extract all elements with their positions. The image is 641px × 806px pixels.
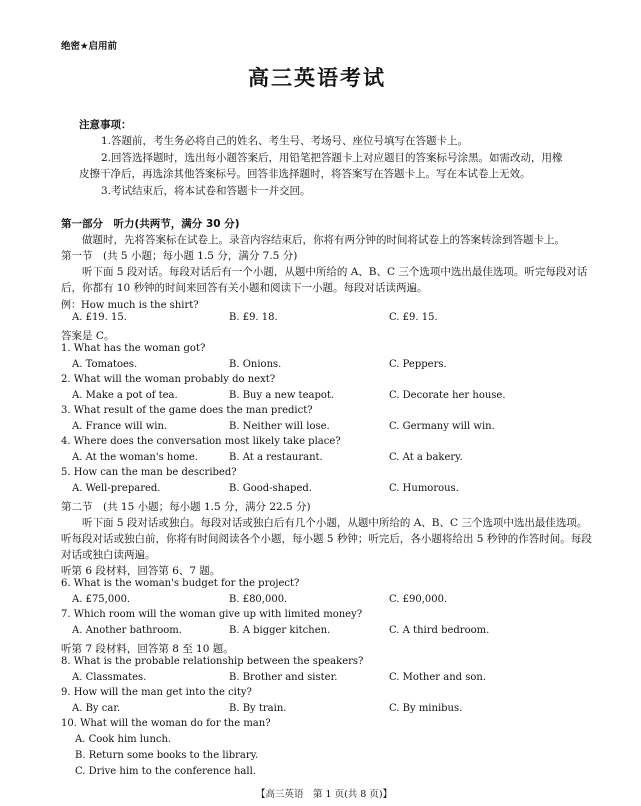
question-6-option-c: C. £90,000. [389,594,448,605]
question-8: 8. What is the probable relationship between the speakers? [61,656,364,667]
question-5-option-c: C. Humorous. [389,483,459,494]
material-6-heading: 听第 6 段材料，回答第 6、7 题。 [61,565,221,577]
question-10-option-a: A. Cook him lunch. [75,734,172,745]
question-1-option-b: B. Onions. [229,359,282,370]
section1-instruction-1: 听下面 5 段对话。每段对话后有一个小题，从题中所给的 A、B、C 三个选项中选出最佳选项。听完每段对话 [82,266,588,278]
question-2-option-a: A. Make a pot of tea. [72,390,178,401]
question-7: 7. Which room will the woman give up with limited money? [61,609,363,620]
part1-heading: 第一部分 听力(共两节，满分 30 分) [61,218,240,230]
example-option-c: C. £9. 15. [389,312,438,323]
question-9: 9. How will the man get into the city? [61,687,252,698]
example-option-b: B. £9. 18. [229,312,278,323]
question-7-option-c: C. A third bedroom. [389,625,490,636]
example-answer: 答案是 C。 [61,330,115,342]
question-2: 2. What will the woman probably do next? [61,374,276,385]
question-1: 1. What has the woman got? [61,343,206,354]
question-1-option-a: A. Tomatoes. [72,359,138,370]
question-6-option-b: B. £80,000. [229,594,288,605]
section2-instruction-2: 听每段对话或独白前，你将有时间阅读各个小题，每小题 5 秒钟；听完后，各小题将给出 5 秒钟的作答时间。每段 [61,533,592,545]
question-10-option-c: C. Drive him to the conference hall. [75,766,256,777]
page-title: 高三英语考试 [248,66,386,90]
notice-item-2-cont: 皮擦干净后，再选涂其他答案标号。回答非选择题时，将答案写在答题卡上。写在本试卷上无效。 [79,168,531,180]
question-2-option-c: C. Decorate her house. [389,390,506,401]
question-10: 10. What will the woman do for the man? [61,718,271,729]
question-3-option-c: C. Germany will win. [389,421,495,432]
question-1-option-c: C. Peppers. [389,359,447,370]
section2-instruction-1: 听下面 5 段对话或独白。每段对话或独白后有几个小题，从题中所给的 A、B、C 三个选项中选出最佳选项。 [82,517,588,529]
question-9-option-c: C. By minibus. [389,703,463,714]
question-10-option-b: B. Return some books to the library. [75,750,259,761]
question-4: 4. Where does the conversation most likely take place? [61,436,341,447]
section1-instruction-2: 后，你都有 10 秒钟的时间来回答有关小题和阅读下一小题。每段对话读两遍。 [61,282,428,294]
question-4-option-c: C. At a bakery. [389,452,463,463]
question-7-option-b: B. A bigger kitchen. [229,625,331,636]
question-4-option-b: B. At a restaurant. [229,452,323,463]
section2-instruction-3: 对话或独白读两遍。 [61,549,156,561]
question-8-option-c: C. Mother and son. [389,672,487,683]
question-6: 6. What is the woman's budget for the project? [61,578,300,589]
question-2-option-b: B. Buy a new teapot. [229,390,335,401]
question-8-option-a: A. Classmates. [72,672,147,683]
question-4-option-a: A. At the woman's home. [72,452,198,463]
part1-intro: 做题时，先将答案标在试卷上。录音内容结束后，你将有两分钟的时间将试卷上的答案转涂到答题卡上。 [82,234,565,246]
example-question: 例：How much is the shirt? [61,300,199,311]
material-7-heading: 听第 7 段材料，回答第 8 至 10 题。 [61,643,234,655]
question-7-option-a: A. Another bathroom. [72,625,182,636]
notice-item-2: 2.回答选择题时，选出每小题答案后，用铅笔把答题卡上对应题目的答案标号涂黑。如需改动，用橡 [101,152,563,164]
question-6-option-a: A. £75,000. [72,594,131,605]
example-option-a: A. £19. 15. [72,312,127,323]
question-9-option-a: A. By car. [72,703,121,714]
notice-item-3: 3.考试结束后，将本试卷和答题卡一并交回。 [101,185,311,197]
question-5-option-b: B. Good-shaped. [229,483,312,494]
question-3-option-a: A. France will win. [72,421,168,432]
notice-heading: 注意事项： [79,119,132,131]
question-5-option-a: A. Well-prepared. [72,483,161,494]
question-8-option-b: B. Brother and sister. [229,672,338,683]
section2-heading: 第二节 (共 15 小题；每小题 1.5 分，满分 22.5 分) [61,501,311,513]
question-3: 3. What result of the game does the man predict? [61,405,313,416]
page-footer: 【高三英语 第 1 页(共 8 页)】 [256,789,393,800]
question-5: 5. How can the man be described? [61,467,237,478]
question-3-option-b: B. Neither will lose. [229,421,330,432]
confidential-label: 绝密★启用前 [61,41,118,52]
question-9-option-b: B. By train. [229,703,287,714]
notice-item-1: 1.答题前，考生务必将自己的姓名、考生号、考场号、座位号填写在答题卡上。 [101,135,469,147]
section1-heading: 第一节 (共 5 小题；每小题 1.5 分，满分 7.5 分) [61,250,298,262]
